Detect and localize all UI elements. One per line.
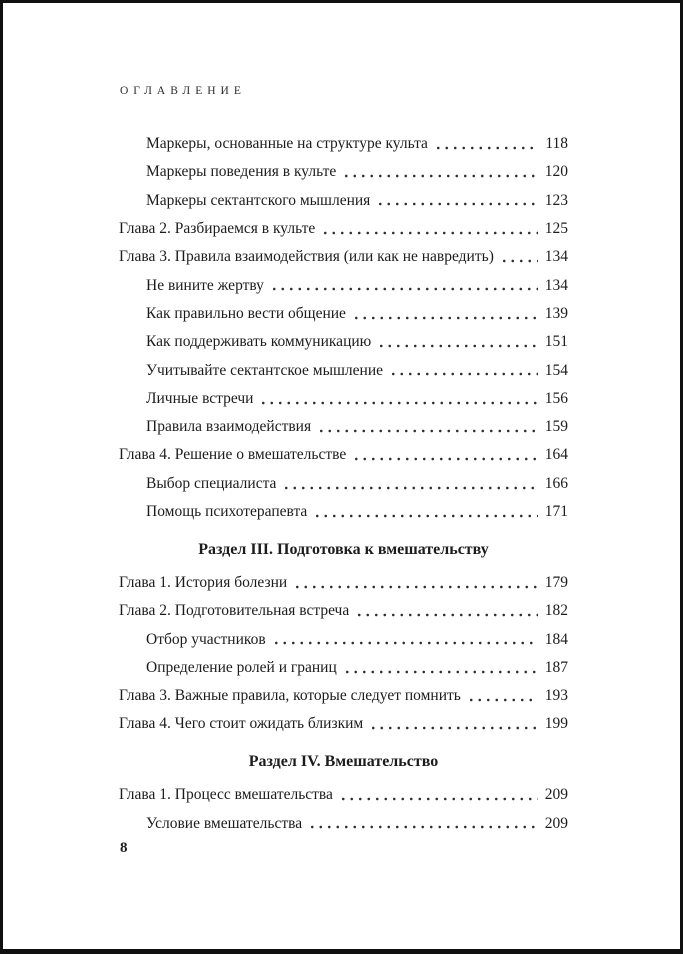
toc-entry-label: Учитывайте сектантское мышление [146, 361, 384, 379]
leader-dots [343, 670, 538, 674]
toc-entry-label: Как поддерживать коммуникацию [146, 333, 372, 351]
leader-dots [272, 641, 538, 645]
toc-entry-page: 184 [544, 630, 568, 648]
leader-dots [500, 259, 538, 263]
leader-dots [317, 429, 538, 433]
toc-entry-page: 139 [544, 304, 568, 322]
toc-entry-label: Глава 2. Разбираемся в культе [119, 219, 316, 237]
toc-entry-page: 134 [544, 276, 568, 294]
toc-entry-page: 123 [544, 191, 568, 209]
toc-entry-label: Выбор специалиста [146, 474, 277, 492]
toc-entry [119, 418, 568, 436]
leader-dots [342, 174, 538, 178]
toc-entry [119, 715, 568, 733]
toc-entry-label: Правила взаимодействия [146, 418, 312, 436]
toc-entry-label: Глава 3. Важные правила, которые следует помнить [119, 687, 461, 705]
toc-entry-page: 125 [544, 219, 568, 237]
toc-entry-page: 151 [544, 333, 568, 351]
leader-dots [270, 287, 538, 291]
toc-entry-label: Определение ролей и границ [146, 658, 337, 676]
toc-entry [119, 390, 568, 408]
toc-entry-label: Глава 2. Подготовительная встреча [119, 602, 350, 620]
toc-entry-label: Маркеры сектантского мышления [146, 191, 371, 209]
leader-dots [282, 486, 538, 490]
toc-section-heading: Раздел IV. Вмешательство [248, 753, 439, 771]
toc-entry [119, 135, 568, 153]
toc-entry [119, 192, 568, 210]
leader-dots [369, 726, 538, 730]
leader-dots [352, 457, 538, 461]
toc-entry-label: Маркеры, основанные на структуре культа [146, 135, 428, 152]
leader-dots [259, 401, 538, 405]
toc-entry [119, 277, 568, 295]
toc-entry-page: 159 [544, 418, 568, 436]
leader-dots [467, 698, 538, 702]
toc-entry-page: 187 [544, 658, 568, 676]
leader-dots [339, 797, 538, 801]
toc-entry-label: Как правильно вести общение [146, 304, 346, 322]
toc-entry-label: Глава 1. История болезни [119, 573, 288, 591]
toc-entry [119, 248, 568, 266]
page-number: 8 [120, 840, 128, 856]
toc-entry [119, 333, 568, 351]
toc-entry-label: Маркеры поведения в культе [146, 163, 337, 181]
toc-entry-page: 154 [544, 361, 568, 379]
toc-entry [119, 305, 568, 323]
toc-entry [119, 631, 568, 649]
toc-entry [119, 815, 568, 833]
toc-entry [119, 659, 568, 677]
leader-dots [308, 825, 538, 829]
toc-entry [119, 475, 568, 493]
toc-entry-page: 193 [544, 687, 568, 705]
leader-dots [321, 231, 538, 235]
leader-dots [293, 585, 538, 589]
toc-entry [119, 574, 568, 592]
toc-section-heading: Раздел III. Подготовка к вмешательству [198, 540, 489, 558]
toc-entry-page: 209 [544, 786, 568, 804]
running-header: ОГЛАВЛЕНИЕ [120, 85, 246, 97]
toc-entry-page: 182 [544, 602, 568, 620]
toc-entry-label: Глава 4. Решение о вмешательстве [119, 446, 347, 464]
toc-entry [119, 687, 568, 705]
toc-entry-label: Глава 1. Процесс вмешательства [119, 786, 333, 804]
toc-entry [119, 220, 568, 238]
leader-dots [355, 613, 538, 617]
toc-entry-page: 134 [544, 248, 568, 266]
leader-dots [376, 202, 538, 206]
toc-entry [119, 446, 568, 464]
leader-dots [389, 372, 538, 376]
toc-entry-page: 171 [544, 503, 568, 521]
toc-entry [119, 602, 568, 620]
toc-entry-label: Глава 4. Чего стоит ожидать близким [119, 715, 364, 733]
toc-entry-page: 120 [544, 163, 568, 181]
toc-entry-label: Отбор участников [146, 630, 266, 648]
toc-entry [119, 163, 568, 181]
toc-entry-page: 209 [544, 814, 568, 832]
leader-dots [434, 146, 538, 150]
toc-entry-label: Условие вмешательства [146, 814, 303, 832]
toc-entry [119, 362, 568, 380]
toc-entry-page: 156 [544, 389, 568, 407]
toc-entry-page: 164 [544, 446, 568, 464]
toc-entry-label: Не вините жертву [146, 276, 264, 294]
toc-entry-label: Глава 3. Правила взаимодействия (или как не навредить) [119, 248, 494, 266]
toc-list [119, 135, 568, 832]
toc-entry-page: 199 [544, 715, 568, 733]
leader-dots [377, 344, 538, 348]
toc-entry-label: Личные встречи [146, 389, 254, 407]
leader-dots [352, 316, 538, 320]
toc-entry-page: 166 [544, 474, 568, 492]
toc-entry [119, 786, 568, 804]
toc-entry-label: Помощь психотерапевта [146, 503, 308, 521]
toc-entry-page: 118 [545, 135, 568, 152]
toc-entry [119, 503, 568, 521]
toc-entry-page: 179 [544, 573, 568, 591]
leader-dots [313, 514, 538, 518]
